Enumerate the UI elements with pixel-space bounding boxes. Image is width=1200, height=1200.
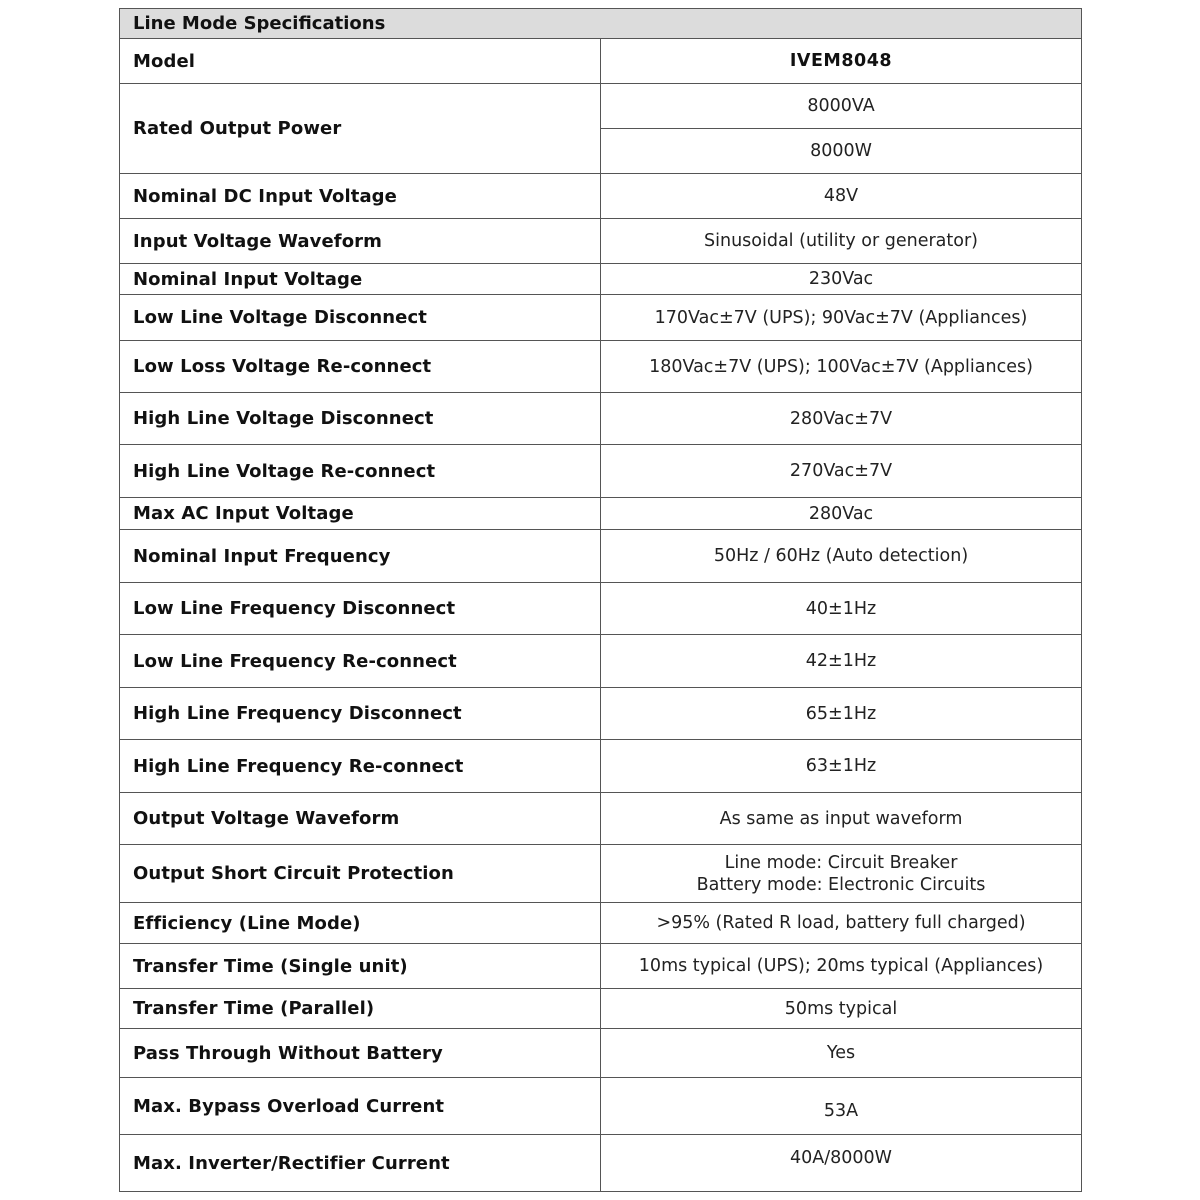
row-label: Transfer Time (Parallel) (120, 989, 601, 1029)
row-value (601, 845, 1082, 903)
table-row (120, 174, 1082, 219)
row-label: Efficiency (Line Mode) (120, 903, 601, 944)
row-label: Transfer Time (Single unit) (120, 944, 601, 989)
row-label: High Line Voltage Disconnect (120, 393, 601, 445)
table-row (120, 219, 1082, 264)
row-label: Output Short Circuit Protection (120, 845, 601, 903)
table-row (120, 1029, 1082, 1078)
value-line-2: Battery mode: Electronic Circuits (696, 874, 986, 895)
row-label: Nominal Input Frequency (120, 530, 601, 583)
row-label: Max AC Input Voltage (120, 498, 601, 530)
table-row (120, 793, 1082, 845)
row-label: Max. Inverter/Rectifier Current (120, 1135, 601, 1192)
table-row-rated-output-power (120, 84, 1082, 129)
row-label: High Line Frequency Disconnect (120, 688, 601, 740)
row-value-va: 8000VA (601, 84, 1082, 129)
row-value: 170Vac±7V (UPS); 90Vac±7V (Appliances) (601, 295, 1082, 341)
row-label: Low Line Frequency Re-connect (120, 635, 601, 688)
row-value: 10ms typical (UPS); 20ms typical (Appliances) (601, 944, 1082, 989)
row-label: Input Voltage Waveform (120, 219, 601, 264)
table-row (120, 393, 1082, 445)
row-value: 270Vac±7V (601, 445, 1082, 498)
table-row (120, 989, 1082, 1029)
row-label: Model (120, 39, 601, 84)
row-value: 53A (601, 1078, 1082, 1135)
table-row-model (120, 39, 1082, 84)
row-label: Low Loss Voltage Re-connect (120, 341, 601, 393)
table-row (120, 445, 1082, 498)
table-row (120, 295, 1082, 341)
table-row (120, 688, 1082, 740)
row-value: 50Hz / 60Hz (Auto detection) (601, 530, 1082, 583)
table-title: Line Mode Specifications (120, 9, 1082, 39)
line-mode-specifications-table (119, 8, 1082, 1192)
table-row (120, 341, 1082, 393)
table-row (120, 1078, 1082, 1135)
table-row (120, 944, 1082, 989)
table-row (120, 740, 1082, 793)
row-value: Yes (601, 1029, 1082, 1078)
table-row (120, 530, 1082, 583)
row-value: 40±1Hz (601, 583, 1082, 635)
row-label: High Line Voltage Re-connect (120, 445, 601, 498)
row-label: High Line Frequency Re-connect (120, 740, 601, 793)
row-label: Nominal Input Voltage (120, 264, 601, 295)
row-label: Rated Output Power (120, 84, 601, 174)
table-row (120, 845, 1082, 903)
row-value: Sinusoidal (utility or generator) (601, 219, 1082, 264)
table-row (120, 583, 1082, 635)
row-value: 230Vac (601, 264, 1082, 295)
table-title-row (120, 9, 1082, 39)
row-value: 42±1Hz (601, 635, 1082, 688)
row-value: 50ms typical (601, 989, 1082, 1029)
row-value: 280Vac±7V (601, 393, 1082, 445)
row-value: 48V (601, 174, 1082, 219)
table-row (120, 498, 1082, 530)
row-value: 40A/8000W (601, 1135, 1082, 1192)
row-value: IVEM8048 (601, 39, 1082, 84)
row-value: As same as input waveform (601, 793, 1082, 845)
row-value: 280Vac (601, 498, 1082, 530)
row-label: Output Voltage Waveform (120, 793, 601, 845)
table-row (120, 635, 1082, 688)
table-row (120, 1135, 1082, 1192)
row-value: >95% (Rated R load, battery full charged) (601, 903, 1082, 944)
row-value: 180Vac±7V (UPS); 100Vac±7V (Appliances) (601, 341, 1082, 393)
row-label: Max. Bypass Overload Current (120, 1078, 601, 1135)
row-value: 63±1Hz (601, 740, 1082, 793)
value-line-1: Line mode: Circuit Breaker (724, 852, 958, 873)
row-value-w: 8000W (601, 129, 1082, 174)
row-value: 65±1Hz (601, 688, 1082, 740)
row-label: Low Line Voltage Disconnect (120, 295, 601, 341)
table-row (120, 903, 1082, 944)
table-row (120, 264, 1082, 295)
row-label: Pass Through Without Battery (120, 1029, 601, 1078)
row-label: Low Line Frequency Disconnect (120, 583, 601, 635)
row-label: Nominal DC Input Voltage (120, 174, 601, 219)
